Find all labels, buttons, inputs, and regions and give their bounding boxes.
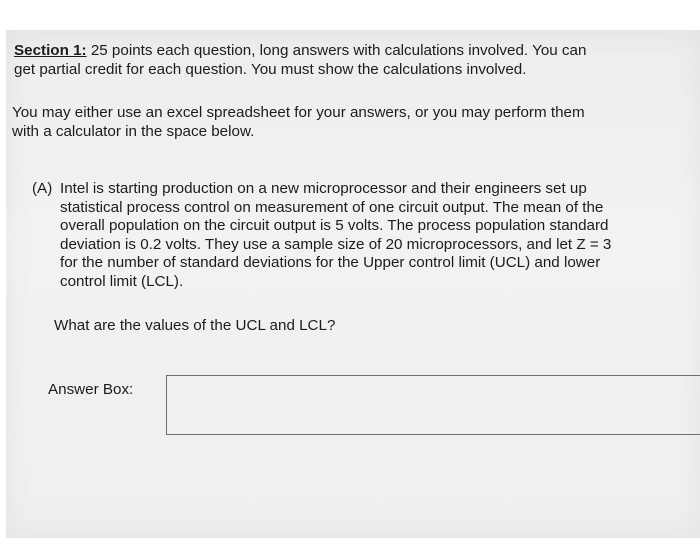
question-line: control limit (LCL). — [60, 272, 184, 290]
question-line: statistical process control on measurement of one circuit output. The mean of the — [60, 198, 604, 216]
question-line: Intel is starting production on a new microprocessor and their engineers set up — [60, 180, 587, 197]
answer-box-label: Answer Box: — [48, 381, 134, 398]
answer-box[interactable] — [166, 375, 700, 435]
section-intro-line1: 25 points each question, long answers with calculations involved. You can — [86, 42, 587, 59]
question-prompt: What are the values of the UCL and LCL? — [54, 317, 336, 334]
section-intro — [14, 42, 586, 79]
note-line2: with a calculator in the space below. — [12, 122, 255, 140]
spreadsheet-note — [12, 104, 585, 141]
question-line: deviation is 0.2 volts. They use a sample size of 20 microprocessors, and let Z = 3 — [60, 235, 612, 253]
question-line: overall population on the circuit output is 5 volts. The process population standard — [60, 217, 609, 234]
note-line1: You may either use an excel spreadsheet for your answers, or you may perform them — [12, 104, 585, 121]
section-heading: Section 1: — [14, 42, 87, 59]
worksheet-page — [6, 30, 700, 538]
section-intro-line2: get partial credit for each question. You must show the calculations involved. — [14, 60, 527, 78]
question-label: (A) — [32, 180, 53, 197]
question-line: for the number of standard deviations for the Upper control limit (UCL) and lower — [60, 254, 601, 271]
question-a — [32, 180, 612, 291]
